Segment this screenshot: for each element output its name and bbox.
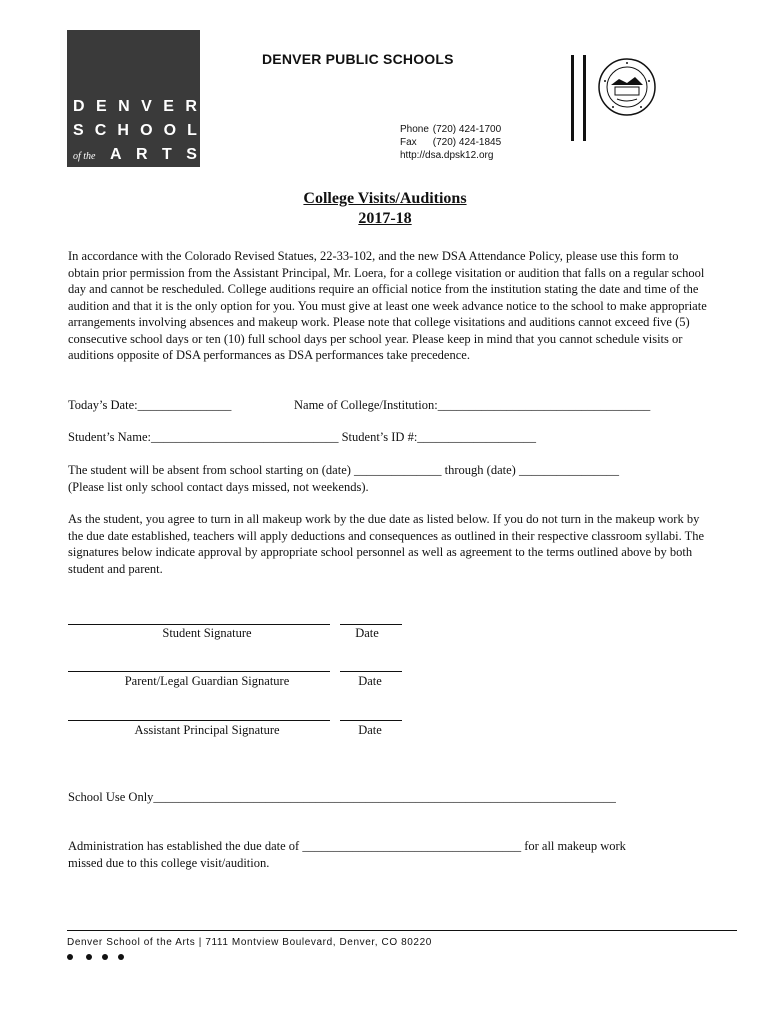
student-date-label: Date [355, 626, 379, 640]
form-title-line1: College Visits/Auditions [303, 190, 467, 207]
logo-letter: O [163, 122, 177, 139]
assistant-principal-date-line[interactable] [340, 720, 402, 721]
logo-letter: S [186, 146, 197, 163]
logo-letter: T [162, 146, 172, 163]
footer-dot [86, 954, 92, 960]
parent-date-label: Date [358, 674, 382, 688]
footer-rule [67, 930, 737, 931]
header-divider-bar [583, 55, 586, 141]
logo-letter: V [141, 98, 152, 115]
parent-signature-line[interactable] [68, 671, 330, 672]
phone-label: Phone [400, 124, 429, 135]
logo-letter: R [136, 146, 148, 163]
footer-dot [102, 954, 108, 960]
student-date-line[interactable] [340, 624, 402, 625]
parent-date-line[interactable] [340, 671, 402, 672]
logo-letter: E [163, 98, 174, 115]
logo-letter: L [187, 122, 197, 139]
student-signature-line[interactable] [68, 624, 330, 625]
absence-note: (Please list only school contact days missed, not weekends). [68, 480, 369, 494]
logo-row-school [73, 122, 197, 140]
logo-letter: C [94, 122, 107, 139]
logo-row-arts [73, 146, 197, 164]
form-title-year: 2017-18 [358, 210, 412, 227]
contact-info [400, 123, 501, 162]
footer-address: Denver School of the Arts | 7111 Montview Boulevard, Denver, CO 80220 [67, 937, 432, 948]
school-logo [67, 30, 200, 167]
todays-date-field[interactable]: Today’s Date:_______________ [68, 398, 232, 412]
logo-letter: D [73, 98, 85, 115]
logo-letter: S [73, 122, 84, 139]
fax-line [400, 136, 501, 149]
footer-dot [118, 954, 124, 960]
admin-due-date-note: missed due to this college visit/audition. [68, 856, 270, 870]
absence-dates-field[interactable]: The student will be absent from school starting on (date) ______________ through (date) ________________ [68, 463, 619, 477]
agreement-paragraph: As the student, you agree to turn in all makeup work by the due date as listed below. If you do not turn in the makeup work by the due date established, teachers will apply deductions and consequences as outlined in their respective classroom syllabi. The signatures below indicate approval by appropriate school personnel as well as agreement to the terms outlined above by both student and parent. [68, 512, 705, 576]
footer-dot [67, 954, 73, 960]
fax-label: Fax [400, 137, 417, 148]
logo-letter: E [96, 98, 107, 115]
assistant-principal-date-label: Date [358, 723, 382, 737]
intro-paragraph: In accordance with the Colorado Revised Statues, 22-33-102, and the new DSA Attendance Policy, please use this form to obtain prior permission from the Assistant Principal, Mr. Loera, for a college visitation or audition that falls on a regular school day and cannot be rescheduled. College auditions require an official notice from the institution stating the date and time of the audition and that it is the only option for you. You must give at least one week advance notice to the school to make appropriate arrangements involving absences and makeup work. Please note that college visitations and auditions cannot exceed five (5) consecutive school days or ten (10) full school days per school year. Please keep in mind that you cannot schedule visits or auditions opposite of DSA performances as DSA performances take precedence. [68, 249, 707, 362]
logo-letter: N [118, 98, 130, 115]
logo-of-the: of the [73, 151, 96, 162]
assistant-principal-signature-line[interactable] [68, 720, 330, 721]
district-name: DENVER PUBLIC SCHOOLS [262, 51, 454, 67]
college-name-field[interactable]: Name of College/Institution:__________________________________ [294, 398, 651, 412]
assistant-principal-signature-label: Assistant Principal Signature [134, 723, 280, 737]
dps-seal-icon [597, 57, 657, 117]
school-use-only-field[interactable]: School Use Only__________________________________________________________________________ [68, 790, 616, 804]
logo-row-denver [73, 98, 197, 116]
parent-signature-label: Parent/Legal Guardian Signature [124, 674, 290, 688]
logo-letter: A [109, 146, 122, 163]
admin-due-date-field[interactable]: Administration has established the due date of ___________________________________ for all makeup work [68, 839, 626, 853]
student-name-id-field[interactable]: Student’s Name:______________________________ Student’s ID #:___________________ [68, 430, 537, 444]
logo-letter: R [185, 98, 197, 115]
phone-line [400, 123, 501, 136]
website: http://dsa.dpsk12.org [400, 150, 494, 161]
fax-number: (720) 424-1845 [432, 137, 502, 148]
logo-letter: O [140, 122, 153, 139]
student-signature-label: Student Signature [162, 626, 252, 640]
header-divider-bar [571, 55, 574, 141]
phone-number: (720) 424-1700 [432, 124, 502, 135]
logo-letter: H [117, 122, 129, 139]
form-title [0, 189, 770, 229]
